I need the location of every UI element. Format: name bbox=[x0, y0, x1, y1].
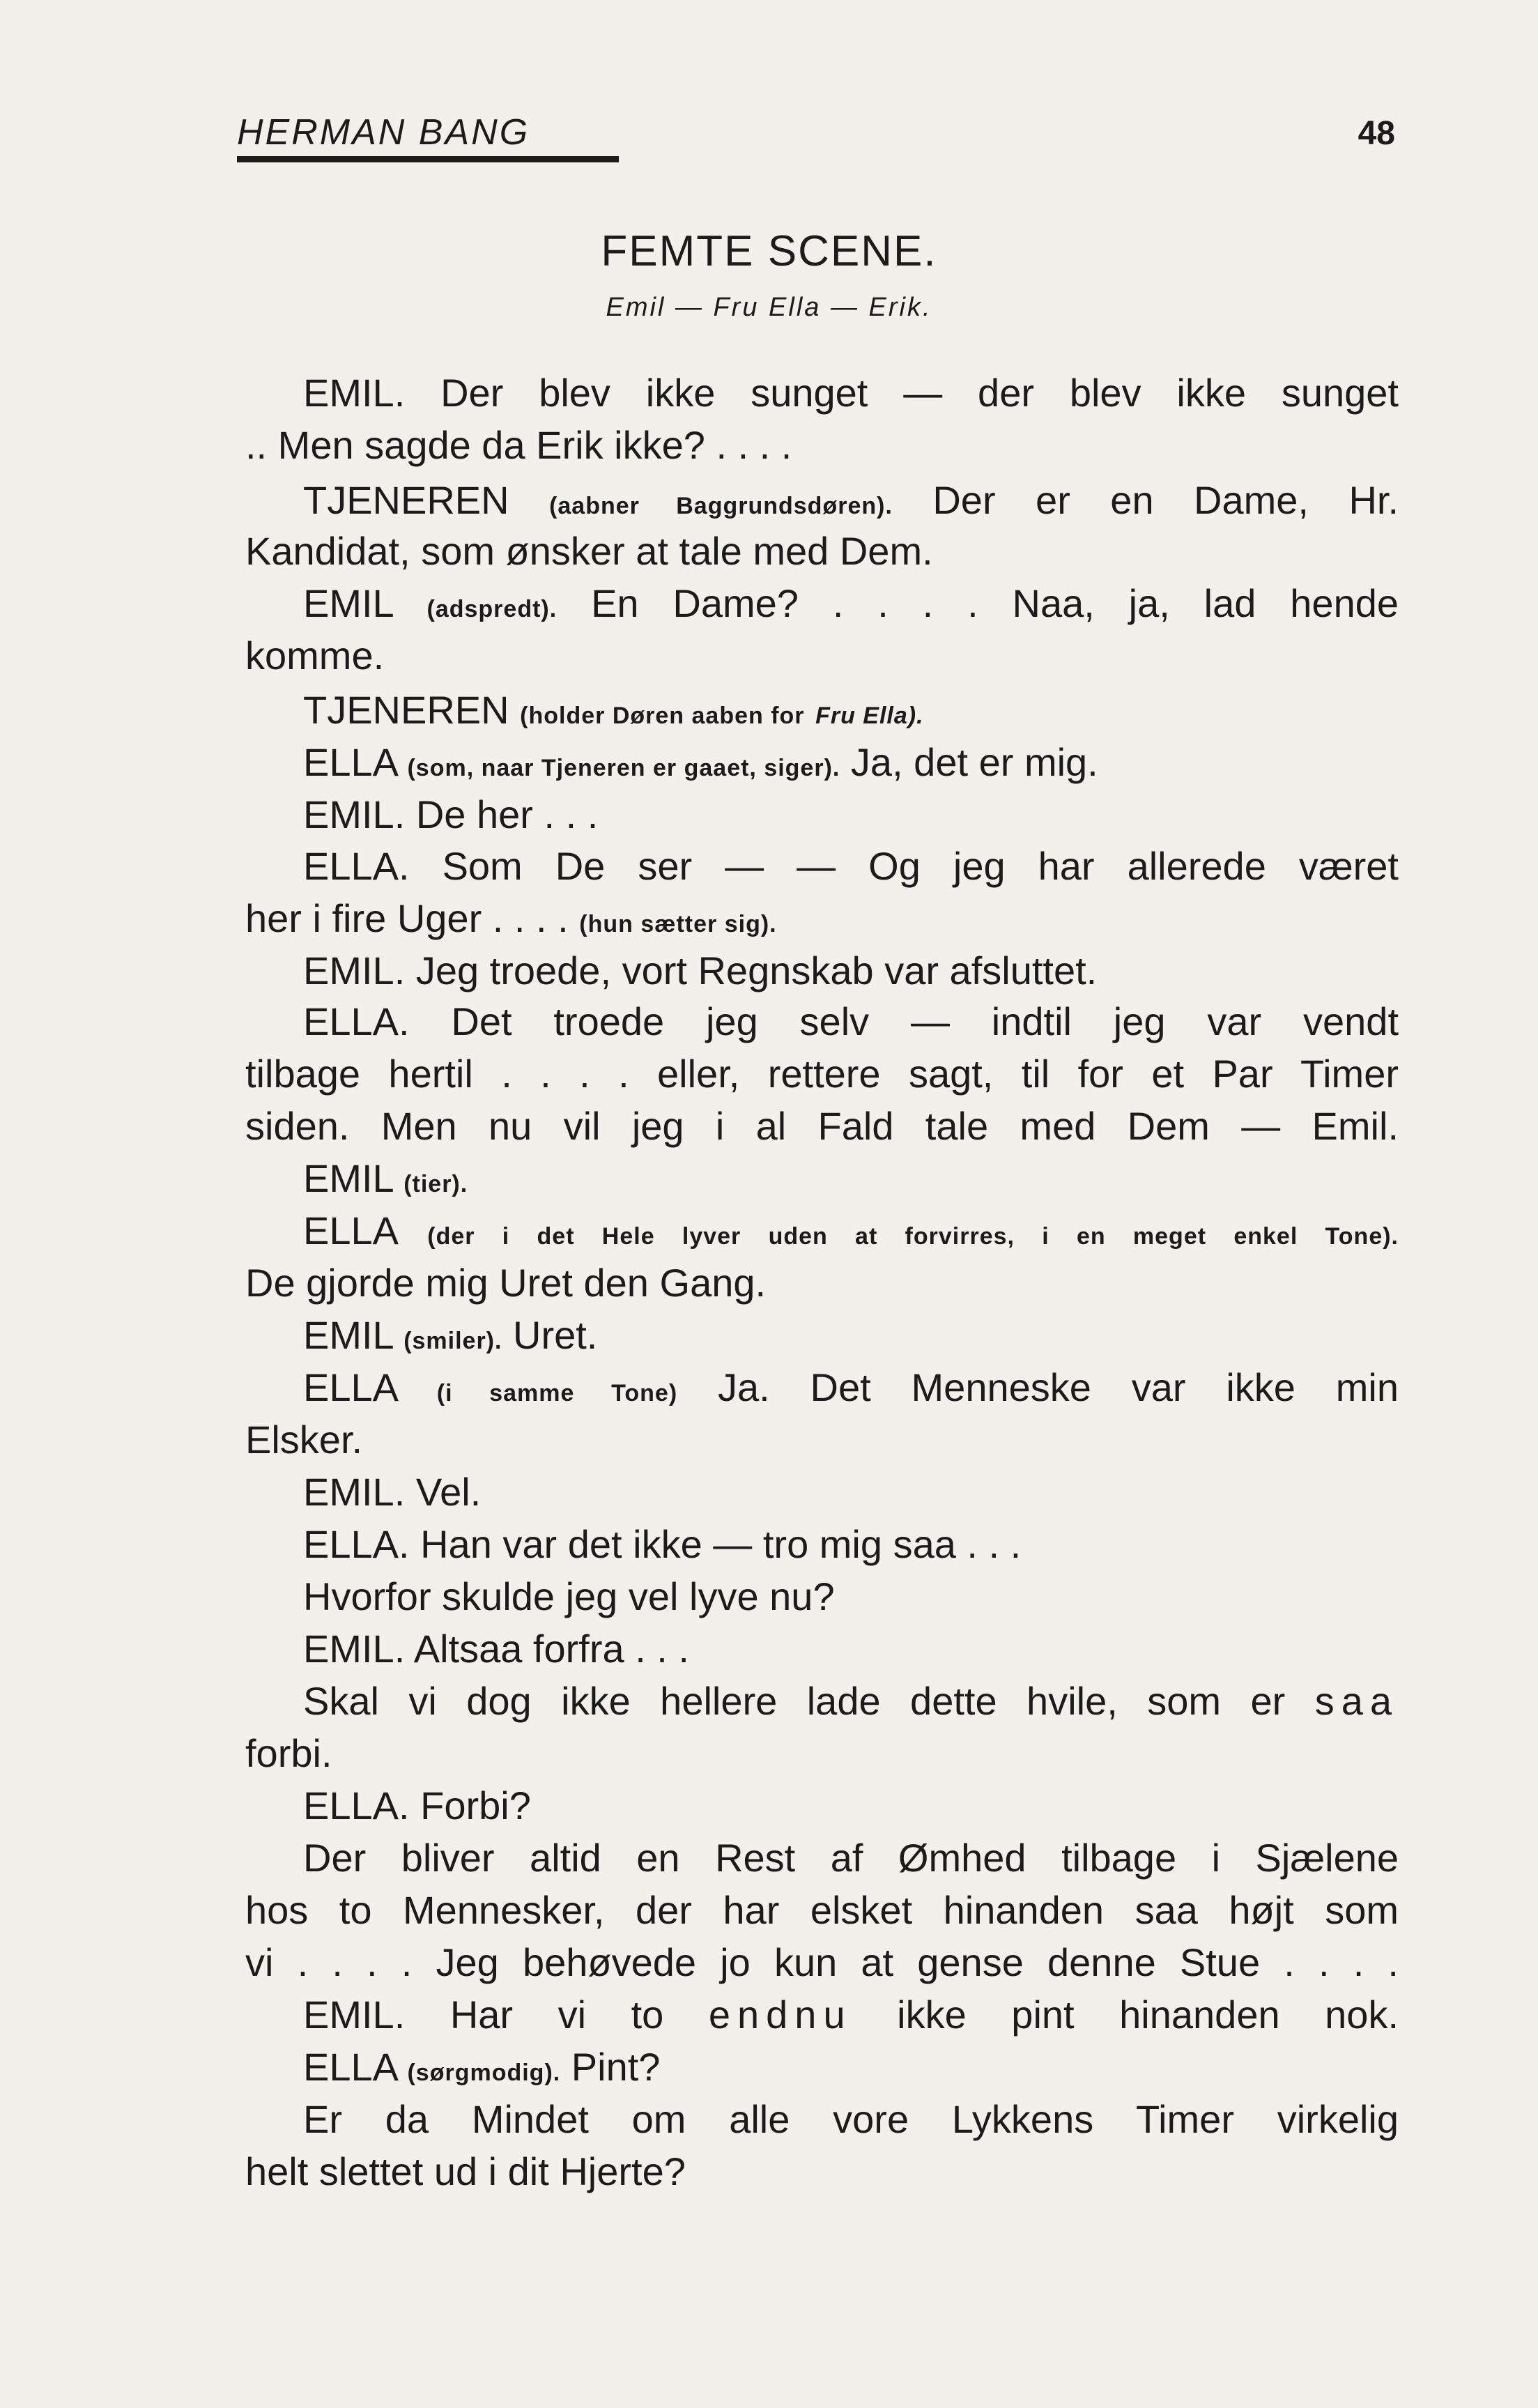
speaker: ELLA bbox=[303, 2045, 397, 2089]
text-line: siden. Men nu vil jeg i al Fald tale med Dem — Emil. bbox=[245, 1104, 1399, 1148]
text-line: EMIL. Altsaa forfra . . . bbox=[303, 1627, 689, 1671]
speaker: ELLA bbox=[303, 1209, 397, 1252]
text-line: Hvorfor skulde jeg vel lyve nu? bbox=[303, 1574, 835, 1618]
dialogue: Ja, det er mig. bbox=[850, 740, 1098, 784]
text-line: ELLA. Det troede jeg selv — indtil jeg var vendt bbox=[303, 999, 1399, 1043]
stage-direction: (i samme Tone) bbox=[436, 1380, 678, 1406]
dialogue: Uret. bbox=[513, 1313, 598, 1357]
speaker: EMIL bbox=[303, 1156, 393, 1200]
spaced-word: endnu bbox=[708, 1993, 852, 2037]
stage-direction: (smiler). bbox=[403, 1328, 502, 1354]
dialogue: Ja. Det Menneske var ikke min bbox=[718, 1365, 1399, 1409]
running-head bbox=[237, 112, 1395, 167]
speaker: ELLA bbox=[303, 1365, 397, 1409]
stage-direction: (aabner Baggrundsdøren). bbox=[549, 493, 893, 519]
text-line: Der bliver altid en Rest af Ømhed tilbage i Sjælene bbox=[303, 1836, 1399, 1880]
text-line: tilbage hertil . . . . eller, rettere sagt, til for et Par Timer bbox=[245, 1052, 1399, 1096]
speaker: TJENEREN bbox=[303, 688, 509, 732]
text-line bbox=[303, 1363, 1399, 1418]
speaker: ELLA bbox=[303, 740, 397, 784]
dialogue: her i fire Uger . . . . bbox=[245, 896, 569, 940]
stage-direction: (tier). bbox=[403, 1171, 468, 1197]
dialogue: Skal vi dog ikke hellere lade dette hvile, som er bbox=[303, 1679, 1286, 1723]
stage-direction: (sørgmodig). bbox=[407, 2060, 561, 2086]
text-line: Kandidat, som ønsker at tale med Dem. bbox=[245, 529, 933, 573]
stage-direction: (hun sætter sig). bbox=[579, 911, 777, 937]
text-line bbox=[245, 894, 1399, 949]
dialogue: ikke pint hinanden nok. bbox=[897, 1993, 1399, 2037]
text-line bbox=[303, 1310, 1399, 1366]
author-name: HERMAN BANG bbox=[237, 112, 530, 153]
text-line bbox=[303, 475, 1399, 531]
text-line: EMIL. Der blev ikke sunget — der blev ikke sunget bbox=[303, 371, 1399, 415]
text-line bbox=[303, 1990, 1399, 2040]
spaced-word: saa bbox=[1314, 1679, 1399, 1723]
author-underline bbox=[237, 156, 619, 162]
stage-direction: (som, naar Tjeneren er gaaet, siger). bbox=[407, 755, 840, 781]
text-line: EMIL. Vel. bbox=[303, 1470, 482, 1514]
text-line bbox=[303, 1676, 1399, 1726]
speaker: EMIL bbox=[303, 1313, 393, 1357]
text-line: ELLA. Han var det ikke — tro mig saa . . . bbox=[303, 1522, 1022, 1566]
stage-direction: (der i det Hele lyver uden at forvirres, i en meget enkel Tone). bbox=[427, 1223, 1399, 1250]
stage-direction: (holder Døren aaben for bbox=[520, 703, 805, 729]
text-line: hos to Mennesker, der har elsket hinanden saa højt som bbox=[245, 1888, 1399, 1932]
speaker: EMIL bbox=[303, 581, 393, 625]
text-line: Er da Mindet om alle vore Lykkens Timer virkelig bbox=[303, 2097, 1399, 2141]
text-line: komme. bbox=[245, 634, 385, 677]
text-line: vi . . . . Jeg behøvede jo kun at gense denne Stue . . . . bbox=[245, 1940, 1399, 1984]
text-line: ELLA. Som De ser — — Og jeg har allerede været bbox=[303, 844, 1399, 888]
text-line bbox=[303, 737, 1399, 793]
dialogue: EMIL. Har vi to bbox=[303, 1993, 664, 2037]
text-line: ELLA. Forbi? bbox=[303, 1784, 531, 1827]
speaker: TJENEREN bbox=[303, 478, 509, 522]
scene-title: FEMTE SCENE. bbox=[601, 227, 937, 275]
dialogue: En Dame? . . . . Naa, ja, lad hende bbox=[591, 581, 1399, 625]
text-line: EMIL. Jeg troede, vort Regnskab var afsluttet. bbox=[303, 949, 1098, 992]
stage-direction-name: Fru Ella). bbox=[815, 703, 924, 729]
text-line bbox=[303, 1153, 1399, 1209]
dialogue: Pint? bbox=[571, 2045, 661, 2089]
text-line: helt slettet ud i dit Hjerte? bbox=[245, 2149, 686, 2193]
text-line: Elsker. bbox=[245, 1418, 363, 1462]
stage-direction: (adspredt). bbox=[426, 596, 557, 622]
text-line bbox=[303, 2042, 1399, 2098]
text-line: De gjorde mig Uret den Gang. bbox=[245, 1261, 767, 1305]
text-line bbox=[303, 1206, 1399, 1261]
page-number: 48 bbox=[1358, 115, 1395, 152]
dialogue: Der er en Dame, Hr. bbox=[932, 478, 1399, 522]
text-line: .. Men sagde da Erik ikke? . . . . bbox=[245, 423, 792, 467]
text-line bbox=[303, 685, 1399, 741]
scene-cast: Emil — Fru Ella — Erik. bbox=[606, 293, 932, 322]
text-line bbox=[303, 578, 1399, 634]
text-line: forbi. bbox=[245, 1731, 332, 1775]
text-line: EMIL. De her . . . bbox=[303, 792, 599, 836]
